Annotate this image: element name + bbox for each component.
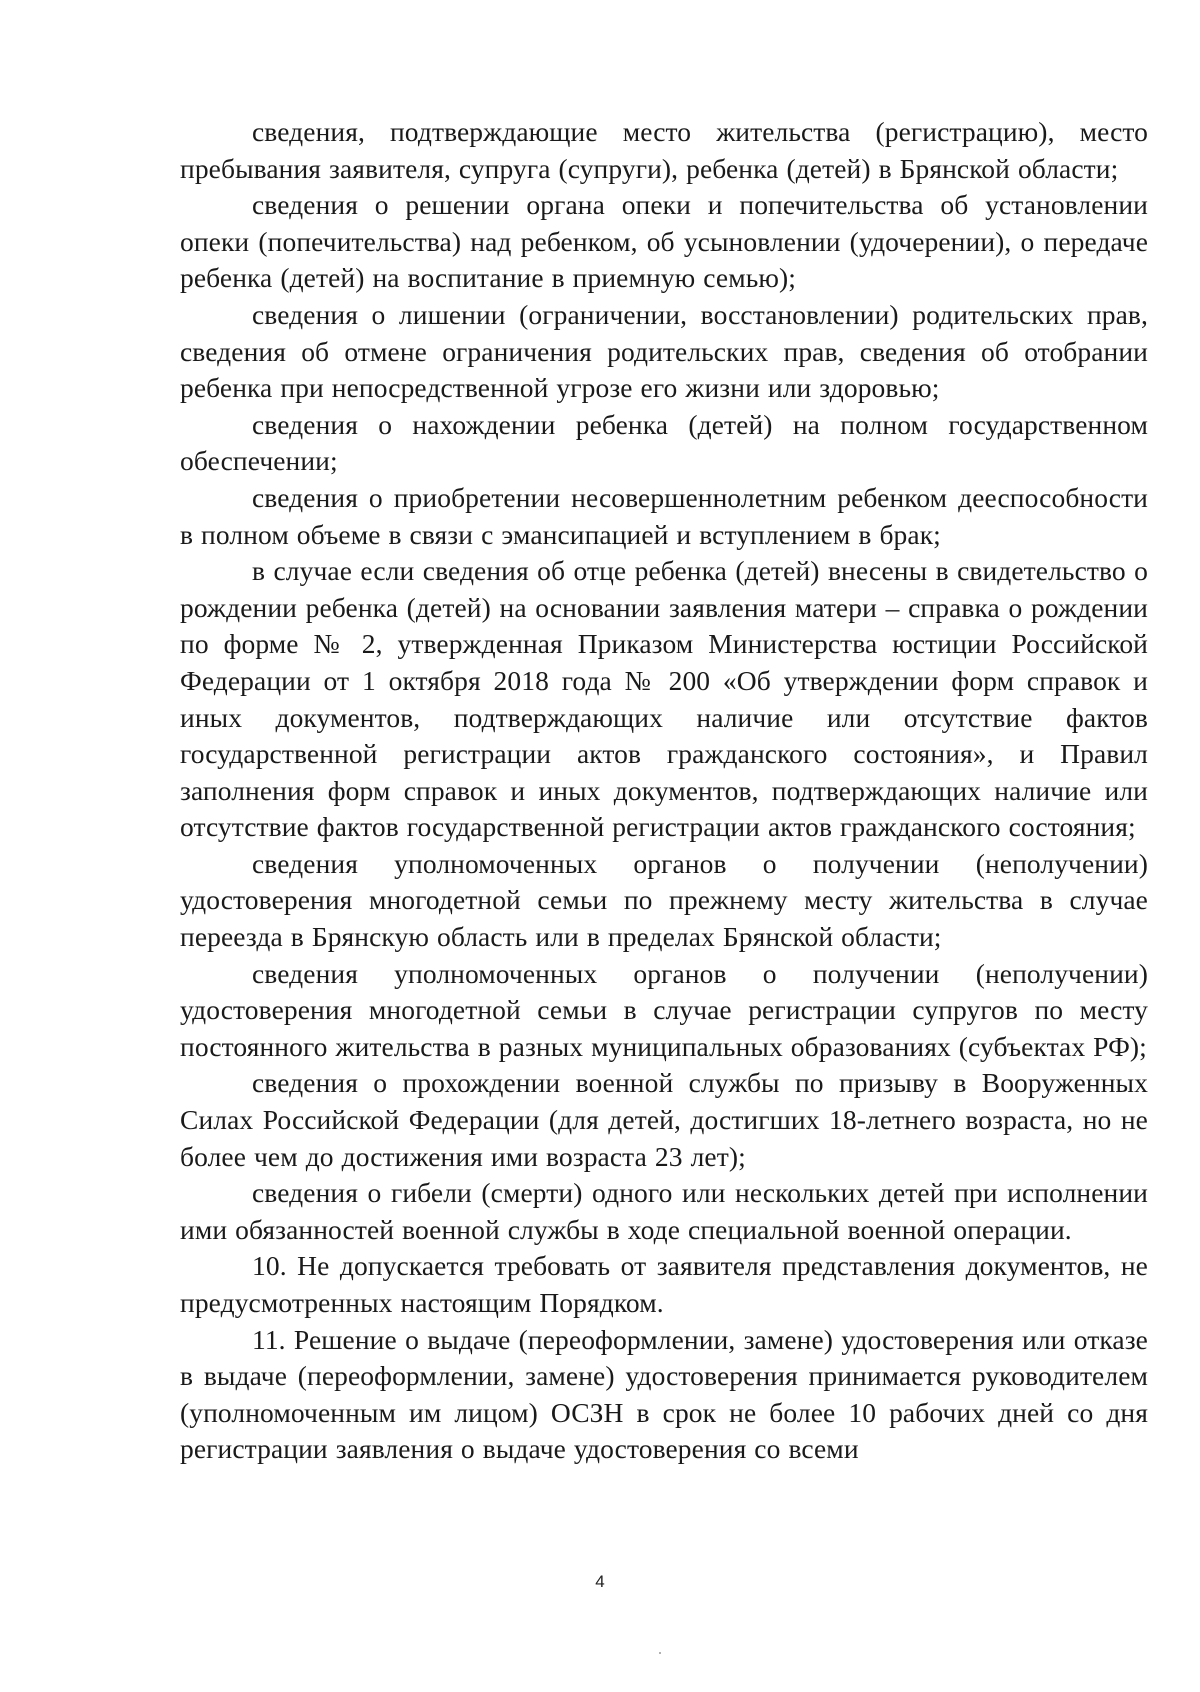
paragraph-military-service-info: сведения о прохождении военной службы по призыву в Вооруженных Силах Российской Федерации (для детей, достигших 18-летнего возраста, но не более чем до достижения ими возраста 23 лет); — [180, 1067, 1148, 1172]
paragraph-state-support-info: сведения о нахождении ребенка (детей) на полном государственном обеспечении; — [180, 408, 1148, 477]
paragraph-death-in-service-info: сведения о гибели (смерти) одного или нескольких детей при исполнении ими обязанностей военной службы в ходе специальной военной операции. — [180, 1177, 1148, 1245]
page-number: 4 — [595, 1572, 605, 1591]
paragraph-spouse-registration-info: сведения уполномоченных органов о получении (неполучении) удостоверения многодетной семьи в случае регистрации супругов по месту постоянного жительства в разных муниципальных образованиях (субъектах РФ); — [180, 957, 1148, 1062]
paragraph-guardianship-info: сведения о решении органа опеки и попечительства об установлении опеки (попечительства) над ребенком, об усыновлении (удочерении), о передаче ребенка (детей) на воспитание в приемную семью); — [180, 189, 1148, 294]
document-body — [180, 114, 1148, 1468]
paragraph-previous-residence-info: сведения уполномоченных органов о получении (неполучении) удостоверения многодетной семьи по прежнему месту жительства в случае переезда в Брянскую область или в пределах Брянской области; — [180, 847, 1148, 953]
paragraph-parental-rights-info: сведения о лишении (ограничении, восстановлении) родительских прав, сведения об отмене ограничения родительских прав, сведения об отобрании ребенка при непосредственной угрозе его жизни или здоровью; — [180, 298, 1148, 404]
paragraph-residence-info: сведения, подтверждающие место жительства (регистрацию), место пребывания заявителя, супруга (супруги), ребенка (детей) в Брянской области; — [180, 116, 1148, 184]
paragraph-emancipation-info: сведения о приобретении несовершеннолетним ребенком дееспособности в полном объеме в связи с эмансипацией и вступлением в брак; — [180, 481, 1148, 550]
paragraph-item-11: 11. Решение о выдаче (переоформлении, замене) удостоверения или отказе в выдаче (переоформлении, замене) удостоверения принимается руководителем (уполномоченным им лицом) ОСЗН в срок не более 10 рабочих дней со дня регистрации заявления о выдаче удостоверения со всеми — [180, 1323, 1148, 1465]
scan-artifact — [659, 1652, 661, 1654]
paragraph-item-10: 10. Не допускается требовать от заявителя представления документов, не предусмотренных настоящим Порядком. — [180, 1250, 1148, 1318]
paragraph-birth-certificate-info: в случае если сведения об отце ребенка (детей) внесены в свидетельство о рождении ребенка (детей) на основании заявления матери – справка о рождении по форме № 2, утвержденная Приказом Министерства юстиции Российской Федерации от 1 октября 2018 года № 200 «Об утверждении форм справок и иных документов, подтверждающих наличие или отсутствие фактов государственной регистрации актов гражданского состояния», и Правил заполнения форм справок и иных документов, подтверждающих наличие или отсутствие фактов государственной регистрации актов гражданского состояния; — [180, 555, 1148, 843]
